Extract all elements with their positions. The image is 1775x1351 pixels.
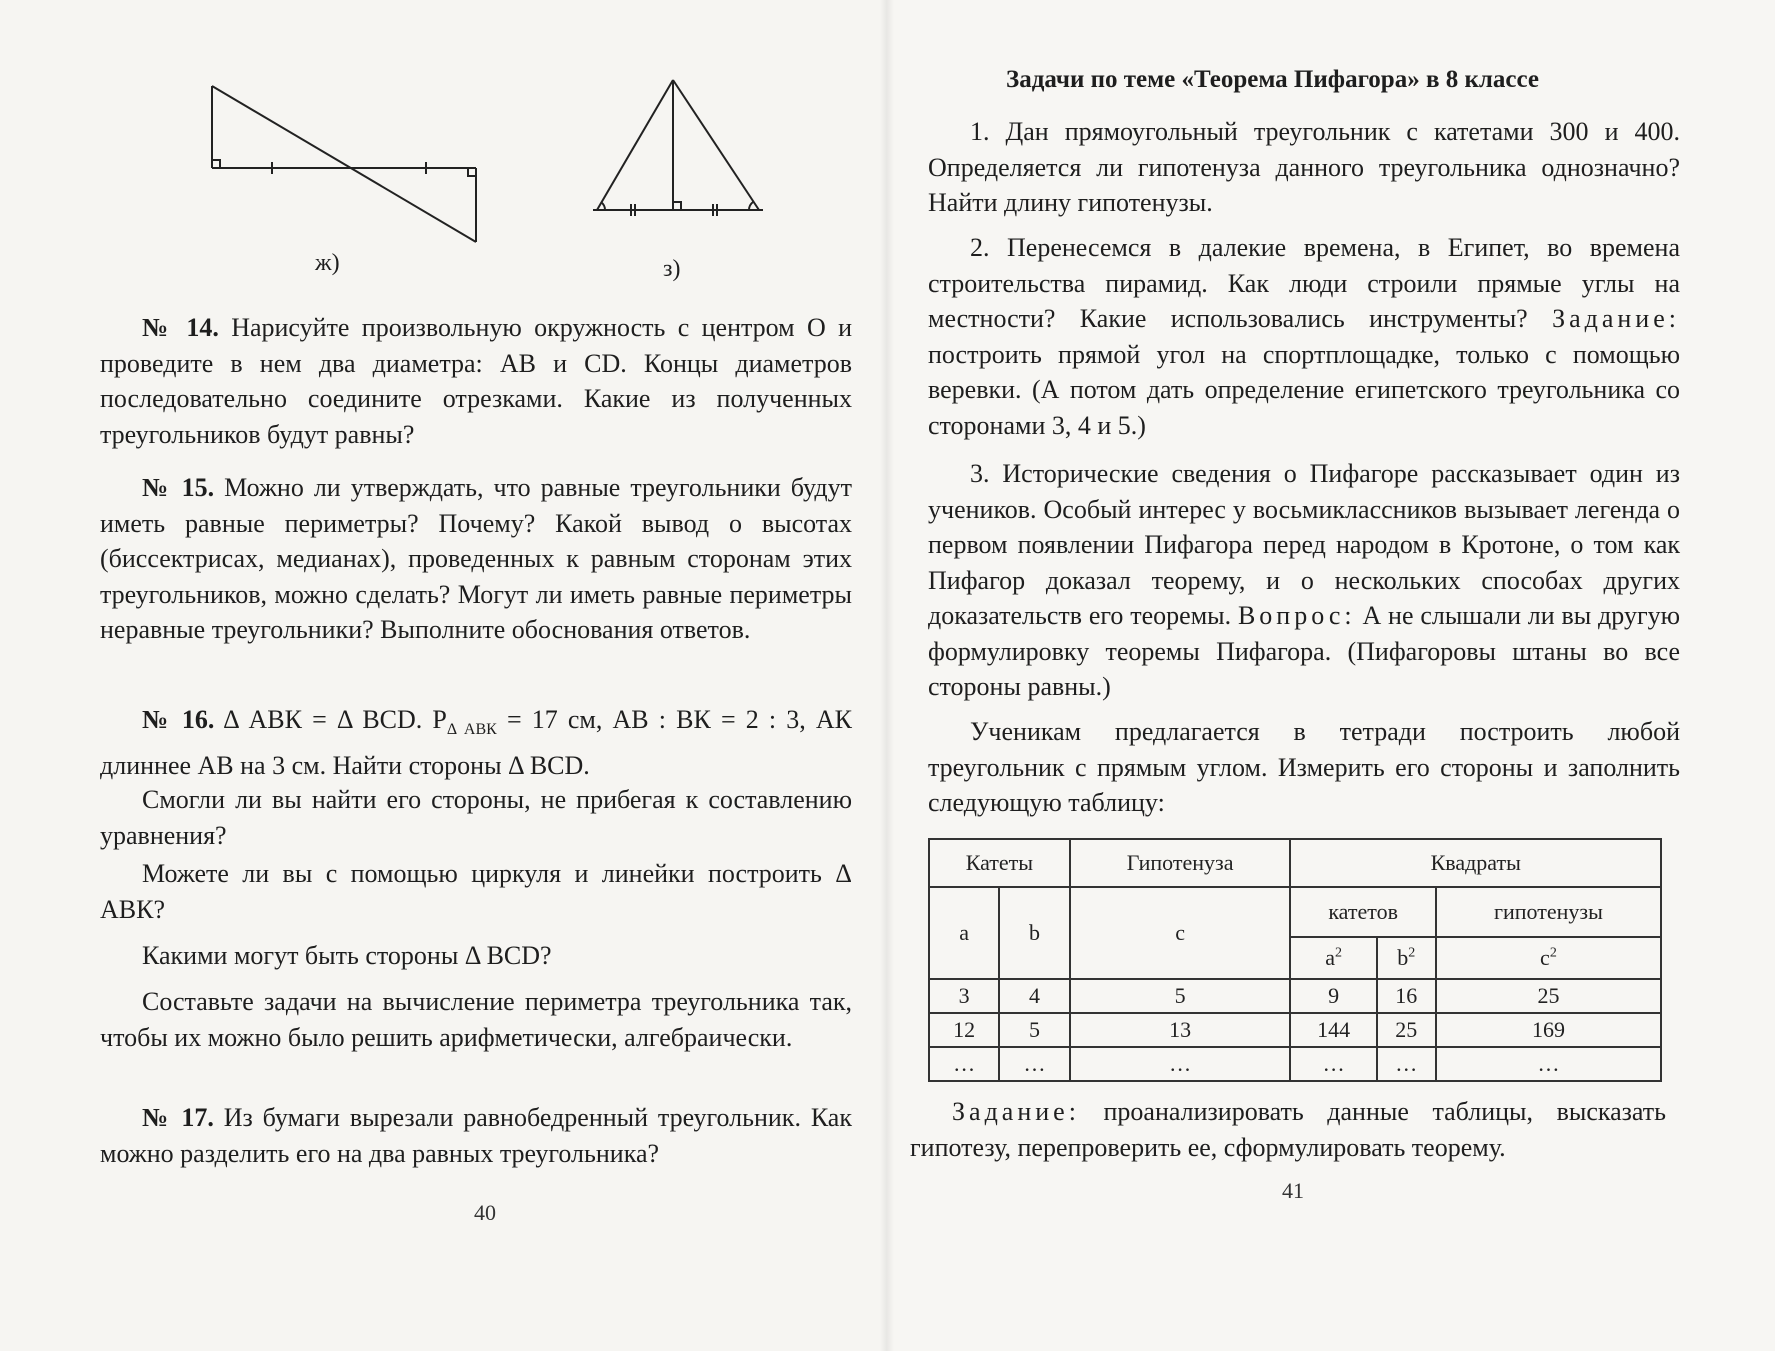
question-1: Смогли ли вы найти его стороны, не прибегая к составлению уравнения?	[100, 785, 852, 850]
table-row	[929, 1047, 1661, 1081]
table-cell: 12	[929, 1013, 999, 1047]
problem-15	[100, 470, 852, 648]
problem-14	[100, 310, 852, 452]
table-cell: 5	[999, 1013, 1069, 1047]
problem-14-number: № 14.	[142, 313, 219, 342]
figure-zh-drawing	[200, 80, 490, 250]
item-2	[928, 230, 1680, 443]
header-c: c	[1070, 887, 1291, 979]
item-3	[928, 456, 1680, 705]
problem-14-text: Нарисуйте произвольную окружность с центром О и проведите в нем два диаметра: АВ и CD. Концы диаметров последовательно соедините отрезками. Какие из полученных треугольников будут равны?	[100, 313, 852, 449]
a-exponent: 2	[1334, 945, 1342, 961]
item-1: 1. Дан прямоугольный треугольник с катетами 300 и 400. Определяется ли гипотенуза данного треугольника однозначно? Найти длину гипотенузы.	[928, 117, 1680, 217]
header-katety: Катеты	[929, 839, 1070, 887]
table-intro: Ученикам предлагается в тетради построить любой треугольник с прямым углом. Измерить его стороны и заполнить следующую таблицу:	[928, 717, 1680, 817]
table-cell: 25	[1436, 979, 1661, 1013]
problem-15-text: Можно ли утверждать, что равные треугольники будут иметь равные периметры? Почему? Какой вывод о высотах (биссектрисах, медианах), проведенных к равным сторонам этих треугольников, можно сделать? Могут ли иметь равные периметры неравные треугольники? Выполните обоснования ответов.	[100, 473, 852, 644]
problem-16	[100, 702, 852, 783]
c-letter: c	[1540, 945, 1550, 970]
item-2-text-a: 2. Перенесемся в далекие времена, в Египет, во времена строительства пирамид. Как люди строили прямые углы на местности? Какие использовались инструменты?	[928, 233, 1680, 333]
table-cell: …	[1290, 1047, 1376, 1081]
table-cell: 169	[1436, 1013, 1661, 1047]
header-b: b	[999, 887, 1069, 979]
table-cell: …	[929, 1047, 999, 1081]
item-2-task-label: Задание:	[1552, 304, 1680, 333]
table-cell: …	[1070, 1047, 1291, 1081]
problem-16-number: № 16.	[142, 705, 215, 734]
figure-zh-label: ж)	[315, 250, 340, 276]
table-cell: …	[1377, 1047, 1436, 1081]
question-3: Какими могут быть стороны Δ ВCD?	[142, 941, 552, 970]
problem-15-number: № 15.	[142, 473, 215, 502]
problem-17-text: Из бумаги вырезали равнобедренный треугольник. Как можно разделить его на два равных треугольника?	[100, 1103, 852, 1168]
table-cell: 144	[1290, 1013, 1376, 1047]
header-a-squared	[1290, 937, 1376, 979]
section-heading: Задачи по теме «Теорема Пифагора» в 8 классе	[1006, 66, 1539, 93]
item-3-question-label: Вопрос:	[1237, 601, 1356, 630]
item-3-text-a: 3. Исторические сведения о Пифагоре рассказывает один из учеников. Особый интерес у восьмиклассников вызывает легенда о первом появлении Пифагора перед народом в Кротоне, о том как Пифагор доказал теорему, и о нескольких способах других доказательств его теоремы.	[928, 459, 1680, 630]
problem-16-text-b: = 17 см, АВ : ВК = 2 : 3, АК длиннее АВ на 3 см. Найти стороны Δ ВCD.	[100, 705, 852, 780]
table-cell: …	[999, 1047, 1069, 1081]
a-letter: a	[1325, 945, 1335, 970]
header-kvadraty: Квадраты	[1290, 839, 1661, 887]
header-gipotenuzy: гипотенузы	[1436, 887, 1661, 937]
table-cell: 4	[999, 979, 1069, 1013]
final-task	[910, 1094, 1666, 1165]
problem-17-number: № 17.	[142, 1103, 214, 1132]
problem-17	[100, 1100, 852, 1171]
header-katetov: катетов	[1290, 887, 1435, 937]
header-c-squared	[1436, 937, 1661, 979]
table-cell: 5	[1070, 979, 1291, 1013]
pythagoras-table	[928, 838, 1662, 1082]
b-letter: b	[1397, 945, 1409, 970]
question-2: Можете ли вы с помощью циркуля и линейки построить Δ АВК?	[100, 859, 852, 924]
figure-z-drawing	[585, 76, 775, 216]
table-row	[929, 979, 1661, 1013]
figure-z-label: з)	[663, 256, 681, 282]
item-2-text-b: построить прямой угол на спортплощадке, только с помощью веревки. (А потом дать определение египетского треугольника со сторонами 3, 4 и 5.)	[928, 339, 1680, 440]
book-gutter	[880, 0, 894, 1351]
table-cell: …	[1436, 1047, 1661, 1081]
item-3-text-b: А не слышали ли вы другую формулировку теоремы Пифагора. (Пифагоровы штаны во все стороны равны.)	[928, 601, 1681, 701]
c-exponent: 2	[1549, 945, 1557, 961]
page-number-right: 41	[1282, 1178, 1304, 1203]
page-number-left: 40	[474, 1200, 496, 1225]
problem-16-text-a: Δ АВК = Δ ВCD. Р	[223, 705, 447, 734]
header-a: a	[929, 887, 999, 979]
table-cell: 16	[1377, 979, 1436, 1013]
table-cell: 25	[1377, 1013, 1436, 1047]
question-4: Составьте задачи на вычисление периметра треугольника так, чтобы их можно было решить арифметически, алгебраически.	[100, 987, 852, 1052]
table-cell: 3	[929, 979, 999, 1013]
problem-16-subscript: Δ АВК	[446, 721, 497, 739]
final-task-label: Задание:	[952, 1097, 1080, 1126]
table-cell: 13	[1070, 1013, 1291, 1047]
table-cell: 9	[1290, 979, 1376, 1013]
header-gipotenuza: Гипотенуза	[1070, 839, 1291, 887]
b-exponent: 2	[1408, 945, 1416, 961]
final-task-text: проанализировать данные таблицы, высказать гипотезу, перепроверить ее, сформулировать теорему.	[910, 1097, 1666, 1162]
table-row	[929, 1013, 1661, 1047]
header-b-squared	[1377, 937, 1436, 979]
